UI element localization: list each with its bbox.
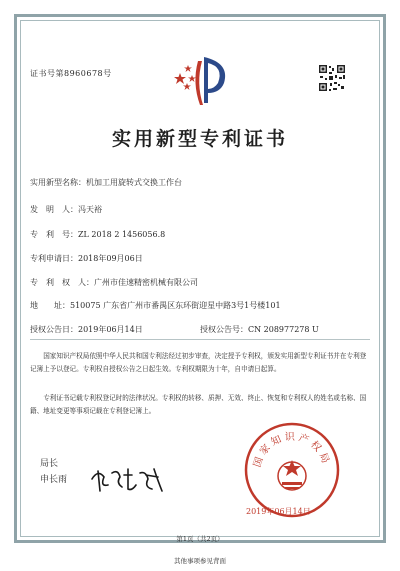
- grant-number-value: CN 208977278 U: [248, 325, 319, 334]
- director-name: 申长雨: [40, 475, 68, 485]
- filing-date-label: 专利申请日：: [30, 254, 78, 263]
- patentee-value: 广州市佳速精密机械有限公司: [94, 278, 198, 287]
- grant-date-row: [30, 324, 143, 335]
- patentee-row: [30, 277, 198, 288]
- grant-date-value: 2019年06月14日: [78, 325, 143, 334]
- divider-line: [30, 339, 370, 340]
- utility-model-name-label: 实用新型名称：: [30, 178, 86, 187]
- utility-model-name-value: 机加工用旋转式交换工作台: [86, 178, 182, 187]
- page-number: 第1页（共2页）: [176, 535, 224, 543]
- utility-model-name-row: [30, 177, 182, 188]
- director-title: 局长: [40, 459, 59, 469]
- svg-text:国家知识产权局: 国家知识产权局: [252, 431, 332, 469]
- address-label: 地 址：: [30, 301, 70, 310]
- inventor-row: [30, 204, 102, 215]
- handwritten-signature-icon: [88, 465, 168, 493]
- certificate-number: 证书号第8960678号: [30, 69, 112, 78]
- certificate-title: 实用新型专利证书: [111, 128, 288, 150]
- footer-note: 其他事项参见背面: [174, 557, 226, 565]
- inventor-label: 发 明 人：: [30, 205, 78, 214]
- seal-date: 2019年06月14日: [246, 507, 311, 516]
- patent-number-value: ZL 2018 2 1456056.8: [78, 230, 166, 239]
- grant-statement-paragraph: 国家知识产权局依照中华人民共和国专利法经过初步审查，决定授予专利权，颁发实用新型专利证书并在专利登记簿上予以登记。专利权自授权公告之日起生效。专利权期限为十年，自申请日起算。: [30, 352, 367, 373]
- patent-office-emblem-icon: [170, 53, 230, 109]
- inventor-value: 冯天裕: [78, 205, 102, 214]
- qr-code-icon: [318, 64, 346, 92]
- address-value: 510075 广东省广州市番禺区东环街迎星中路3号1号楼101: [70, 301, 281, 310]
- patent-number-label: 专 利 号：: [30, 230, 78, 239]
- patentee-label: 专 利 权 人：: [30, 278, 94, 287]
- grant-number-row: [200, 324, 319, 335]
- filing-date-value: 2018年09月06日: [78, 254, 143, 263]
- grant-date-label: 授权公告日：: [30, 325, 78, 334]
- filing-date-row: [30, 253, 143, 264]
- patent-number-row: [30, 229, 165, 240]
- official-seal-icon: [242, 420, 342, 520]
- grant-number-label: 授权公告号：: [200, 325, 248, 334]
- address-row: [30, 300, 281, 311]
- legal-status-paragraph: 专利证书记载专利权登记时的法律状况。专利权的转移、质押、无效、终止、恢复和专利权人的姓名或名称、国籍、地址变更等事项记载在专利登记簿上。: [30, 394, 367, 415]
